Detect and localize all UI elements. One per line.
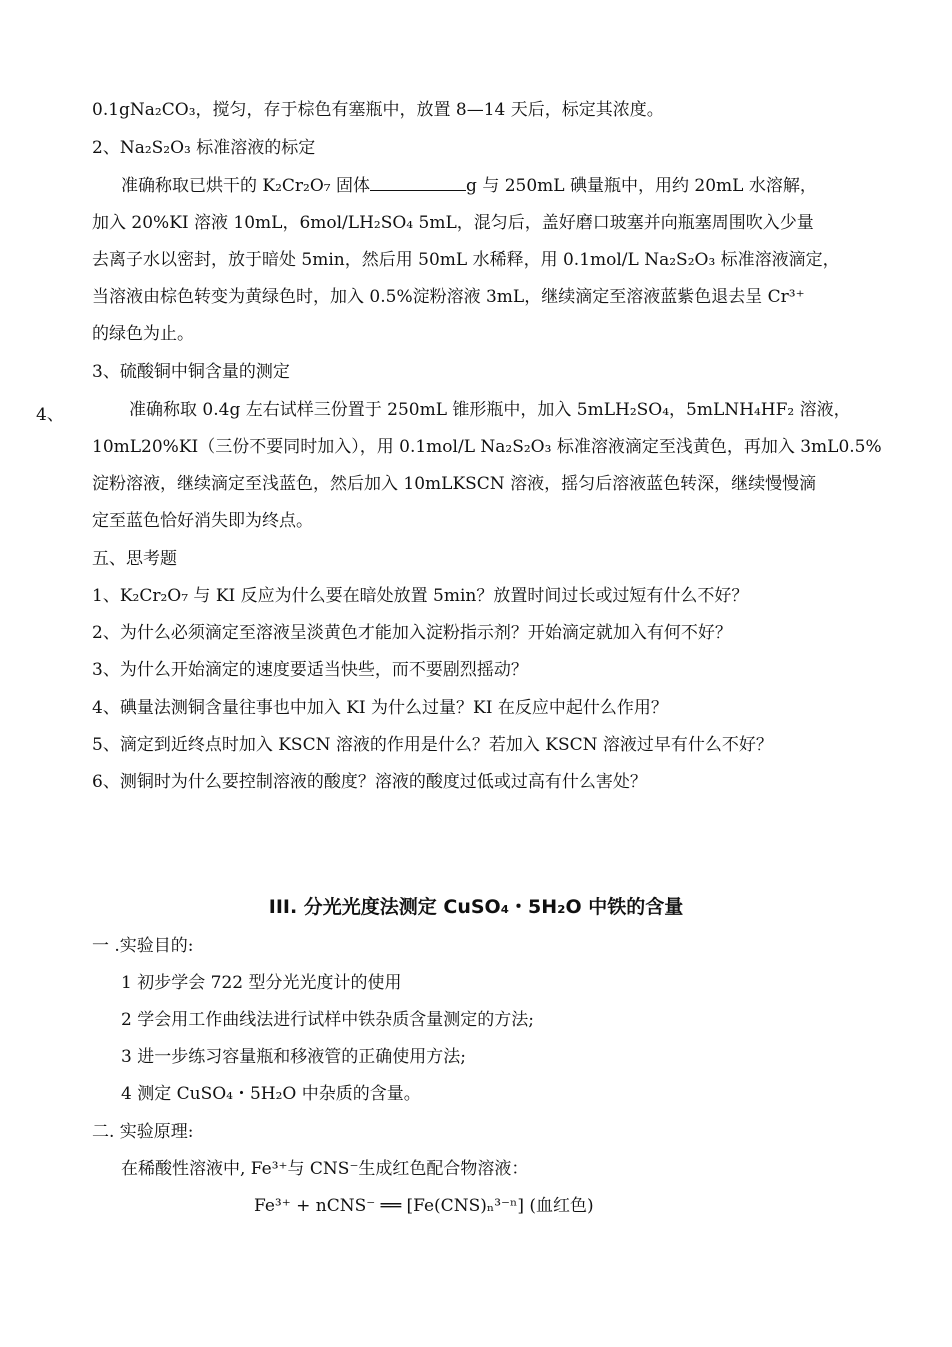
purpose-item: 3 进一步练习容量瓶和移液管的正确使用方法; xyxy=(121,1047,466,1067)
question-item: 5、滴定到近终点时加入 KSCN 溶液的作用是什么？若加入 KSCN 溶液过早有什么不好？ xyxy=(92,735,773,755)
step2-line5: 的绿色为止。 xyxy=(92,324,194,344)
fill-blank xyxy=(370,176,466,191)
question-item: 3、为什么开始滴定的速度要适当快些，而不要剧烈摇动？ xyxy=(92,660,528,680)
question-item: 6、测铜时为什么要控制溶液的酸度？溶液的酸度过低或过高有什么害处？ xyxy=(92,772,647,792)
question-item: 1、K₂Cr₂O₇ 与 KI 反应为什么要在暗处放置 5min？放置时间过长或过短有什么不好？ xyxy=(92,586,749,606)
section-heading: III. 分光光度法测定 CuSO₄・5H₂O 中铁的含量 xyxy=(268,896,684,918)
step2-line1-a: 准确称取已烘干的 K₂Cr₂O₇ 固体 xyxy=(121,176,371,196)
step3-title: 3、硫酸铜中铜含量的测定 xyxy=(92,362,290,382)
purpose-title: 一 .实验目的: xyxy=(92,936,194,956)
step2-line1-b: g 与 250mL 碘量瓶中，用约 20mL 水溶解， xyxy=(466,176,817,196)
step2-line2: 加入 20%KI 溶液 10mL，6mol/LH₂SO₄ 5mL，混匀后，盖好磨口玻塞并向瓶塞周围吹入少量 xyxy=(92,213,814,233)
principle-text: 在稀酸性溶液中, Fe³⁺与 CNS⁻生成红色配合物溶液： xyxy=(121,1159,529,1179)
purpose-item: 1 初步学会 722 型分光光度计的使用 xyxy=(121,973,402,993)
step3-line3: 淀粉溶液，继续滴定至浅蓝色，然后加入 10mLKSCN 溶液，摇匀后溶液蓝色转深，继续慢慢滴 xyxy=(92,474,817,494)
step3-line4: 定至蓝色恰好消失即为终点。 xyxy=(92,511,313,531)
reaction-equation: Fe³⁺ + nCNS⁻ ══ [Fe(CNS)ₙ³⁻ⁿ] (血红色) xyxy=(254,1196,594,1216)
questions-title: 五、思考题 xyxy=(92,549,177,569)
purpose-item: 2 学会用工作曲线法进行试样中铁杂质含量测定的方法; xyxy=(121,1010,534,1030)
step2-title: 2、Na₂S₂O₃ 标准溶液的标定 xyxy=(92,138,316,158)
prep-tail-text: 0.1gNa₂CO₃，搅匀，存于棕色有塞瓶中，放置 8—14 天后，标定其浓度。 xyxy=(92,100,664,120)
step2-line3: 去离子水以密封，放于暗处 5min，然后用 50mL 水稀释，用 0.1mol/L Na₂S₂O₃ 标准溶液滴定， xyxy=(92,250,840,270)
purpose-item: 4 测定 CuSO₄・5H₂O 中杂质的含量。 xyxy=(121,1084,421,1104)
step2-line1 xyxy=(121,176,817,196)
step-marker: 4、 xyxy=(36,405,64,425)
principle-title: 二. 实验原理: xyxy=(92,1122,194,1142)
question-item: 4、碘量法测铜含量往事也中加入 KI 为什么过量？KI 在反应中起什么作用？ xyxy=(92,698,668,718)
step3-line2: 10mL20%KI（三份不要同时加入），用 0.1mol/L Na₂S₂O₃ 标准溶液滴定至浅黄色，再加入 3mL0.5% xyxy=(92,437,882,457)
step3-line1: 准确称取 0.4g 左右试样三份置于 250mL 锥形瓶中，加入 5mLH₂SO₄，5mLNH₄HF₂ 溶液， xyxy=(129,400,851,420)
step2-line4: 当溶液由棕色转变为黄绿色时，加入 0.5%淀粉溶液 3mL，继续滴定至溶液蓝紫色退去呈 Cr³⁺ xyxy=(92,287,805,307)
question-item: 2、为什么必须滴定至溶液呈淡黄色才能加入淀粉指示剂？开始滴定就加入有何不好？ xyxy=(92,623,732,643)
